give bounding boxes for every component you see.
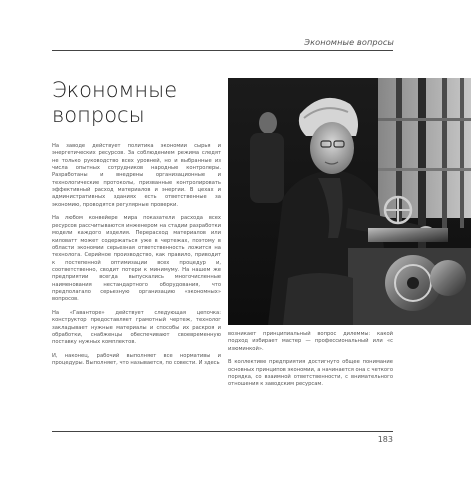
- page-title: [52, 78, 222, 128]
- header-rule: [52, 50, 393, 51]
- body-text-left-column: [52, 143, 221, 374]
- paragraph: На любом конвейере мира показатели расхода всех ресурсов рассчитываются инженером на стадии разработки модели каждого изделия. Перерасход материалов или киловатт может содержаться уже в чертежах, поэтому в области экономии серьезная ответственность ложится на технолога. Серийное производство, как правило, приводит к постепенной оптимизации всех процедур и, соответственно, сводит потери к минимуму. На нашем же предприятии всегда выпускались многочисленные наименования нестандартного оборудования, что предполагало серьезную организацию «экономных» вопросов.: [52, 215, 221, 303]
- photo-illustration: [228, 78, 471, 325]
- paragraph: На «Гаванторе» действует следующая цепочка: конструктор предоставляет грамотный чертеж, технолог закладывает нужные материалы и способы их раскроя и обработки, снабженцы обеспечивают своевременную поставку нужных комплектов.: [52, 310, 221, 346]
- paragraph: И, наконец, рабочий выполняет все нормативы и процедуры. Выполняет, что называется, по совести. И здесь: [52, 353, 221, 367]
- page-title-line-2: вопросы: [52, 103, 145, 127]
- page-number: 183: [377, 435, 393, 444]
- footer-rule: [52, 431, 393, 432]
- body-text-right-column: [228, 331, 393, 395]
- paragraph: В коллективе предприятия достигнуто общее понимание основных принципов экономии, а начинается она с четкого порядка, со взаимной ответственности, с внимательного отношения к заводским ресурсам.: [228, 359, 393, 388]
- paragraph: На заводе действует политика экономии сырья и энергетических ресурсов. За соблюдением режима следят не только руководство всех уровней, но и выбранные из числа опытных сотрудников народные контролеры. Разработаны и внедрены организационные и технологические протоколы, призванные контролировать эффективный расход материалов и энергии. В цехах и административных зданиях есть ответственные за экономию, проводятся регулярные проверки.: [52, 143, 221, 208]
- running-header: Экономные вопросы: [304, 37, 394, 47]
- page-title-line-1: Экономные: [52, 78, 178, 102]
- paragraph: возникает принципиальный вопрос дилеммы: какой подход избирает мастер — профессиональный или «с изюминкой».: [228, 331, 393, 352]
- factory-worker-photo: [228, 78, 471, 325]
